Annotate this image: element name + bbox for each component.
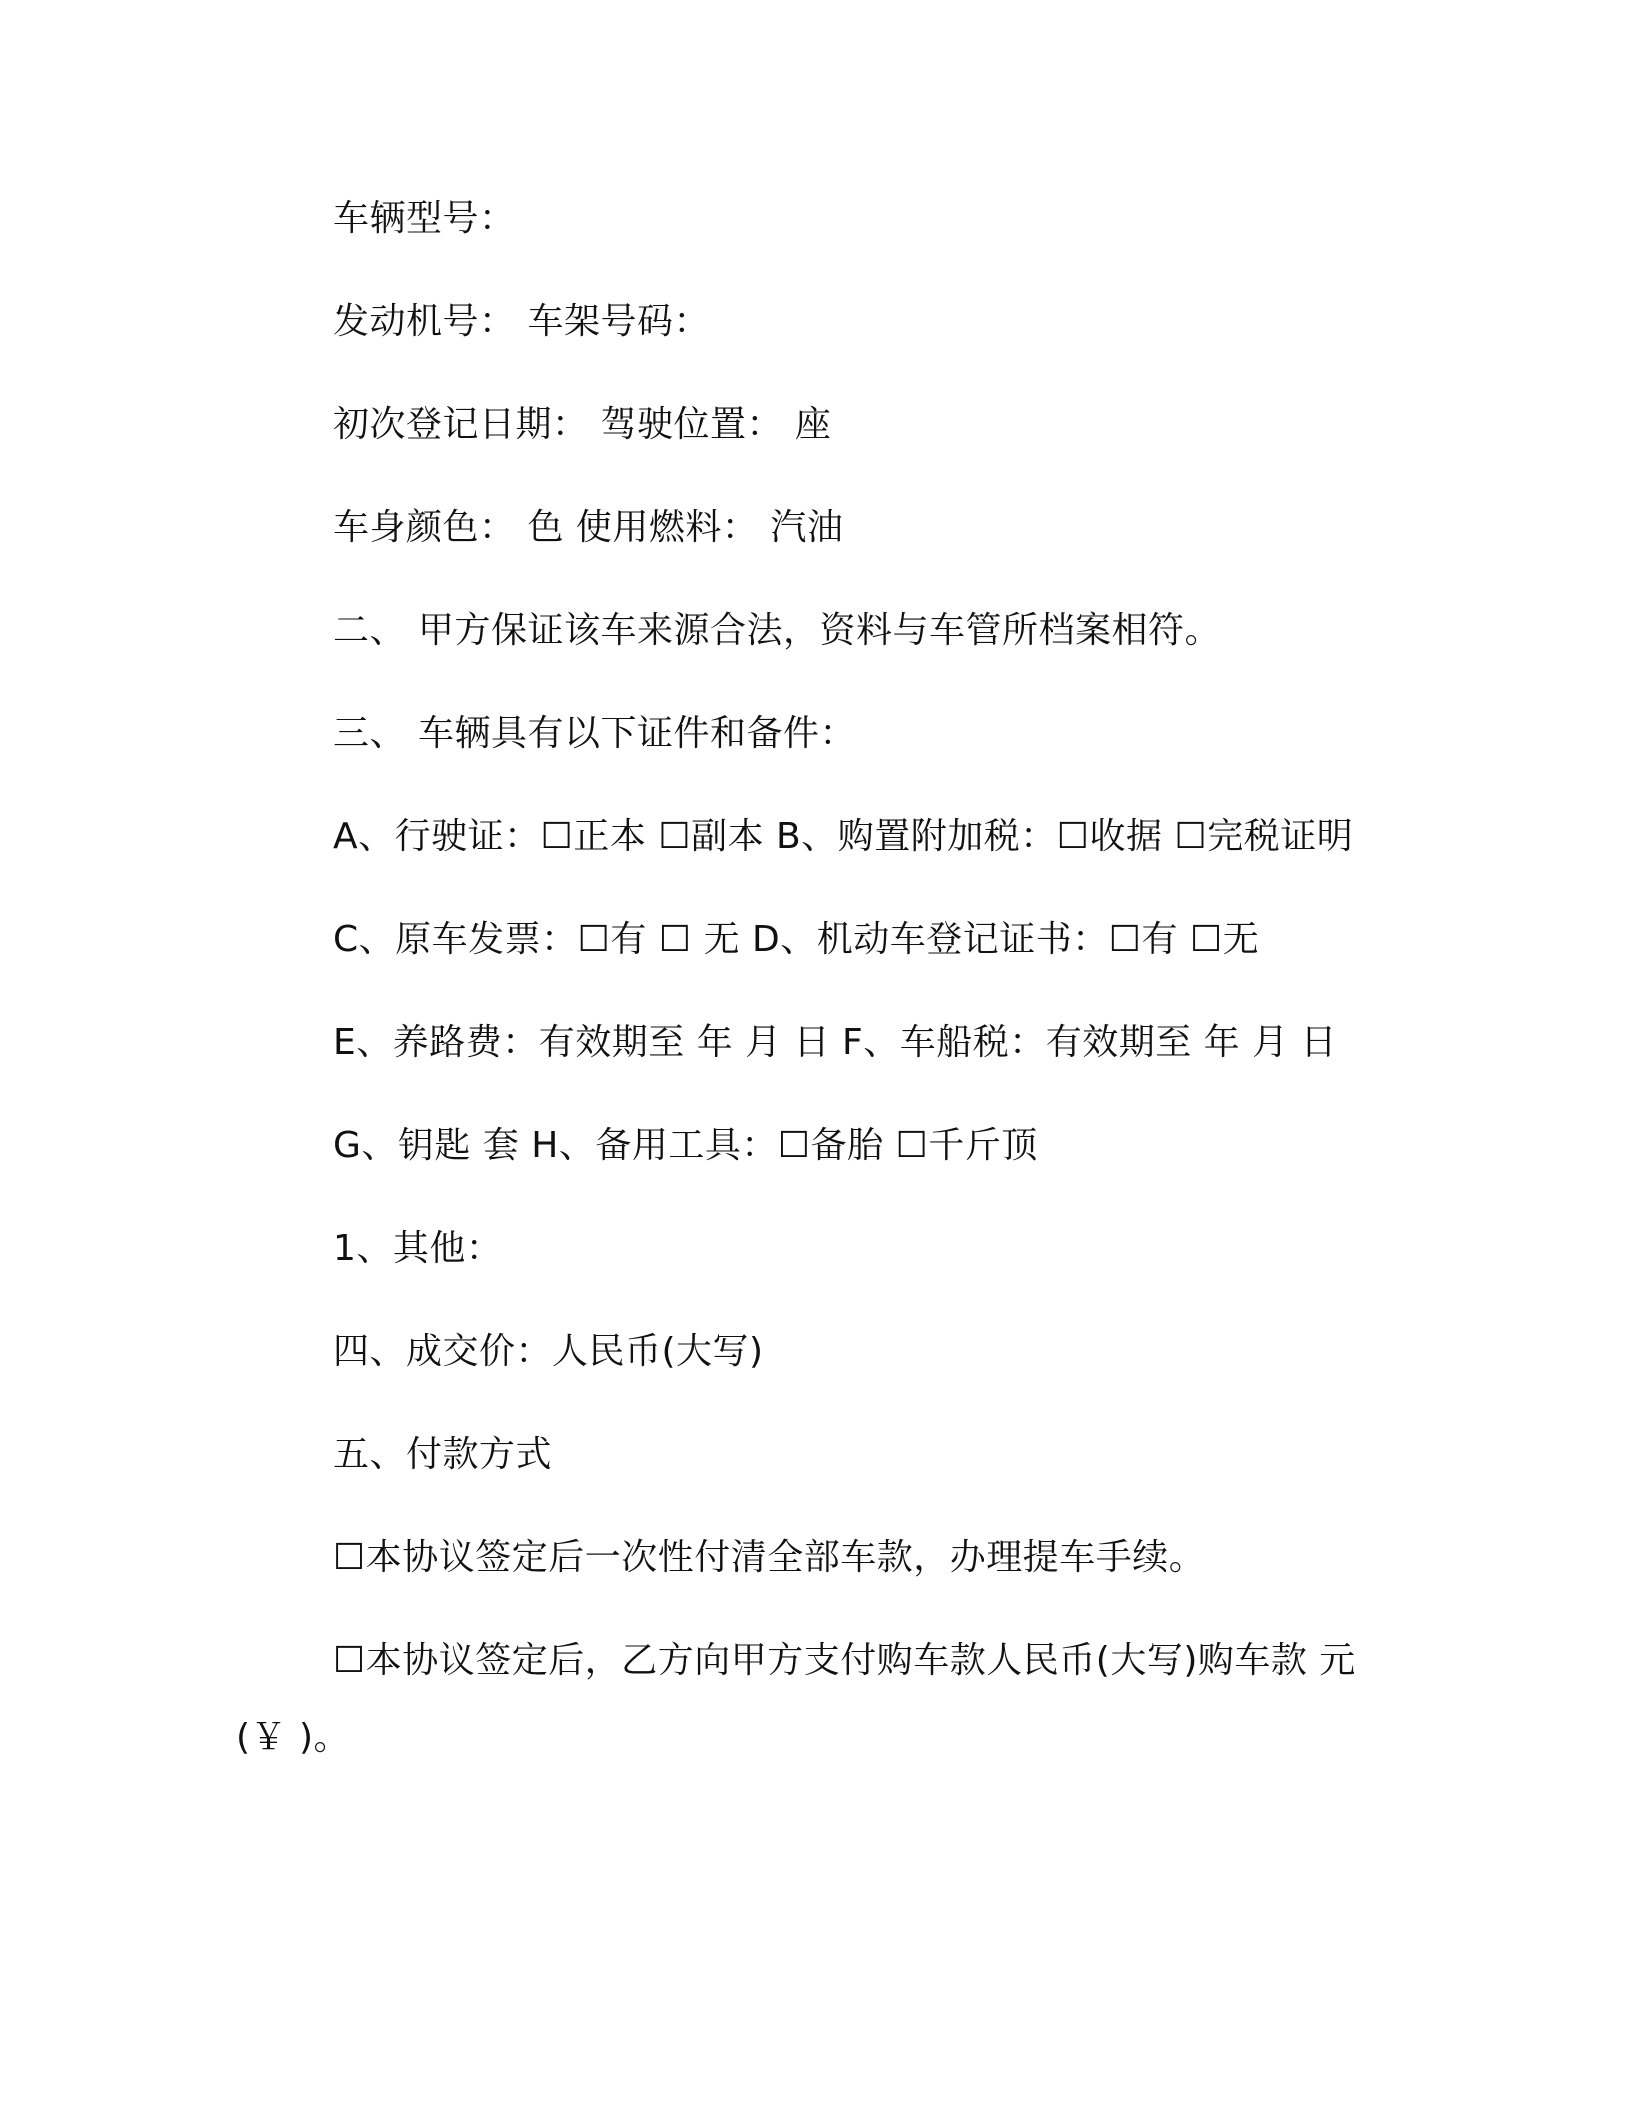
item-e-f-line: E、养路费：有效期至 年 月 日 F、车船税：有效期至 年 月 日	[333, 1022, 1338, 1063]
payment-option-one-line: ☐本协议签定后一次性付清全部车款，办理提车手续。	[333, 1537, 1206, 1578]
registration-date-seat-line: 初次登记日期： 驾驶位置： 座	[333, 404, 832, 445]
clause-five-payment-line: 五、付款方式	[333, 1434, 553, 1475]
payment-option-two-continuation: (￥ )。	[236, 1717, 351, 1758]
clause-two-line: 二、 甲方保证该车来源合法，资料与车管所档案相符。	[333, 610, 1221, 651]
item-g-h-line: G、钥匙 套 H、备用工具：☐备胎 ☐千斤顶	[333, 1125, 1038, 1166]
item-c-d-line: C、原车发票：☐有 ☐ 无 D、机动车登记证书：☐有 ☐无	[333, 919, 1260, 960]
item-a-b-line: A、行驶证：☐正本 ☐副本 B、购置附加税：☐收据 ☐完税证明	[333, 816, 1354, 857]
vehicle-model-line: 车辆型号：	[333, 198, 516, 239]
clause-four-price-line: 四、成交价：人民币(大写)	[333, 1331, 764, 1372]
clause-three-line: 三、 车辆具有以下证件和备件：	[333, 713, 856, 754]
item-other-line: 1、其他：	[333, 1228, 503, 1269]
color-fuel-line: 车身颜色： 色 使用燃料： 汽油	[333, 507, 844, 548]
payment-option-two-line: ☐本协议签定后，乙方向甲方支付购车款人民币(大写)购车款 元	[333, 1640, 1356, 1681]
engine-frame-number-line: 发动机号： 车架号码：	[333, 301, 710, 342]
